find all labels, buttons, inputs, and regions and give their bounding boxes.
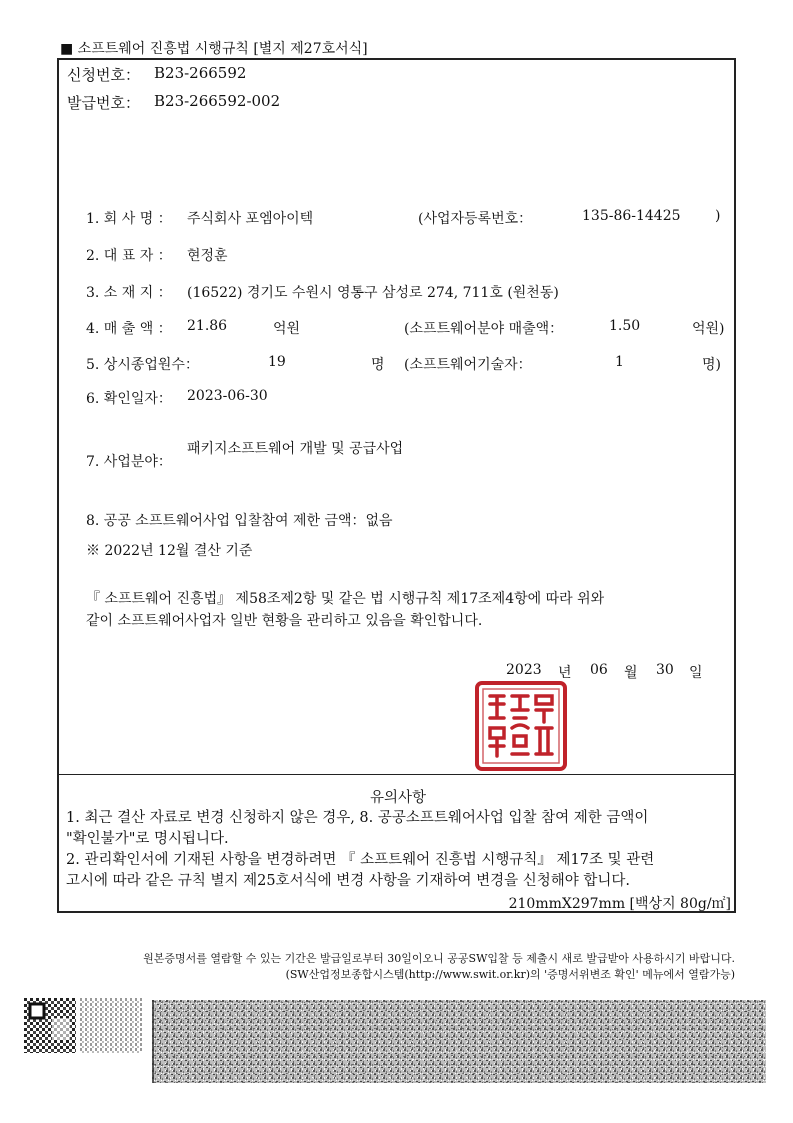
confirm-date-label: 6. 확인일자：: [86, 391, 172, 407]
sw-sales-unit: 억원): [692, 321, 725, 337]
employees-unit: 명: [371, 357, 385, 373]
statement-line-2: 같이 소프트웨어사업자 일반 현황을 관리하고 있음을 확인합니다.: [86, 613, 483, 629]
certificate-frame: [57, 58, 736, 913]
confirm-date: 2023-06-30: [187, 388, 268, 404]
verification-code-icon: [24, 998, 142, 1053]
ceo-label: 2. 대 표 자 ：: [86, 248, 172, 264]
issue-number-label: 발급번호：: [67, 94, 140, 112]
date-day-unit: 일: [689, 665, 703, 681]
restriction-amount: 8. 공공 소프트웨어사업 입찰참여 제한 금액：없음: [86, 513, 393, 529]
issue-number: B23-266592-002: [154, 92, 281, 110]
sw-tech-label: (소프트웨어기술자：: [404, 357, 532, 373]
bizno-value: 135-86-14425: [582, 208, 681, 224]
company-name: 주식회사 포엠아이텍: [187, 211, 314, 227]
paper-spec: 210mmX297mm [백상지 80g/㎡]: [508, 896, 731, 912]
notice-line-3: 2. 관리확인서에 기재된 사항을 변경하려면 『 소프트웨어 진흥법 시행규칙』 제17조 및 관련: [66, 852, 655, 868]
sales-unit: 억원: [273, 321, 301, 337]
form-header: ■ 소프트웨어 진흥법 시행규칙 [별지 제27호서식]: [60, 41, 368, 57]
sales-label: 4. 매 출 액 ：: [86, 321, 172, 337]
employees-value: 19: [268, 354, 286, 370]
bizno-label: (사업자등록번호：: [418, 211, 533, 227]
footer-line-1: 원본증명서를 열람할 수 있는 기간은 발급일로부터 30일이오니 공공SW입찰 등 제출시 새로 발급받아 사용하시기 바랍니다.: [143, 952, 735, 965]
notice-divider: [57, 774, 736, 775]
sw-sales-label: (소프트웨어분야 매출액：: [404, 321, 564, 337]
sw-tech-unit: 명): [702, 357, 721, 373]
sales-value: 21.86: [187, 318, 228, 334]
sw-tech-value: 1: [615, 354, 624, 370]
sw-sales-value: 1.50: [609, 318, 641, 334]
security-noise-band: [152, 1000, 766, 1083]
application-number-label: 신청번호：: [67, 66, 140, 84]
official-seal-stamp: [474, 680, 568, 772]
basis-note: ※ 2022년 12월 결산 기준: [86, 543, 253, 559]
ceo-name: 현정훈: [187, 248, 228, 264]
statement-line-1: 『 소프트웨어 진흥법』 제58조제2항 및 같은 법 시행규칙 제17조제4항에 따라 위와: [86, 591, 605, 607]
notice-title: 유의사항: [370, 790, 427, 806]
business-field-label: 7. 사업분야：: [86, 454, 172, 470]
date-month: 06: [590, 662, 608, 678]
date-year-unit: 년: [558, 665, 572, 681]
business-field-value: 패키지소프트웨어 개발 및 공급사업: [187, 441, 404, 457]
notice-line-1: 1. 최근 결산 자료로 변경 신청하지 않은 경우, 8. 공공소프트웨어사업 입찰 참여 제한 금액이: [66, 810, 649, 826]
date-year: 2023: [506, 662, 542, 678]
bizno-close: ): [715, 208, 721, 224]
address-label: 3. 소 재 지 ：: [86, 285, 172, 301]
address-value: (16522) 경기도 수원시 영통구 삼성로 274, 711호 (원천동): [187, 285, 559, 301]
company-label: 1. 회 사 명 ：: [86, 211, 172, 227]
date-day: 30: [656, 662, 674, 678]
date-month-unit: 월: [624, 665, 638, 681]
notice-line-2: "확인불가"로 명시됩니다.: [66, 831, 229, 847]
employees-label: 5. 상시종업원수：: [86, 357, 199, 373]
application-number: B23-266592: [154, 64, 247, 82]
footer-line-2: (SW산업정보종합시스템(http://www.swit.or.kr)의 '증명서위변조 확인' 메뉴에서 열람가능): [285, 968, 735, 981]
notice-line-4: 고시에 따라 같은 규칙 별지 제25호서식에 변경 사항을 기재하여 변경을 신청해야 합니다.: [66, 873, 631, 889]
